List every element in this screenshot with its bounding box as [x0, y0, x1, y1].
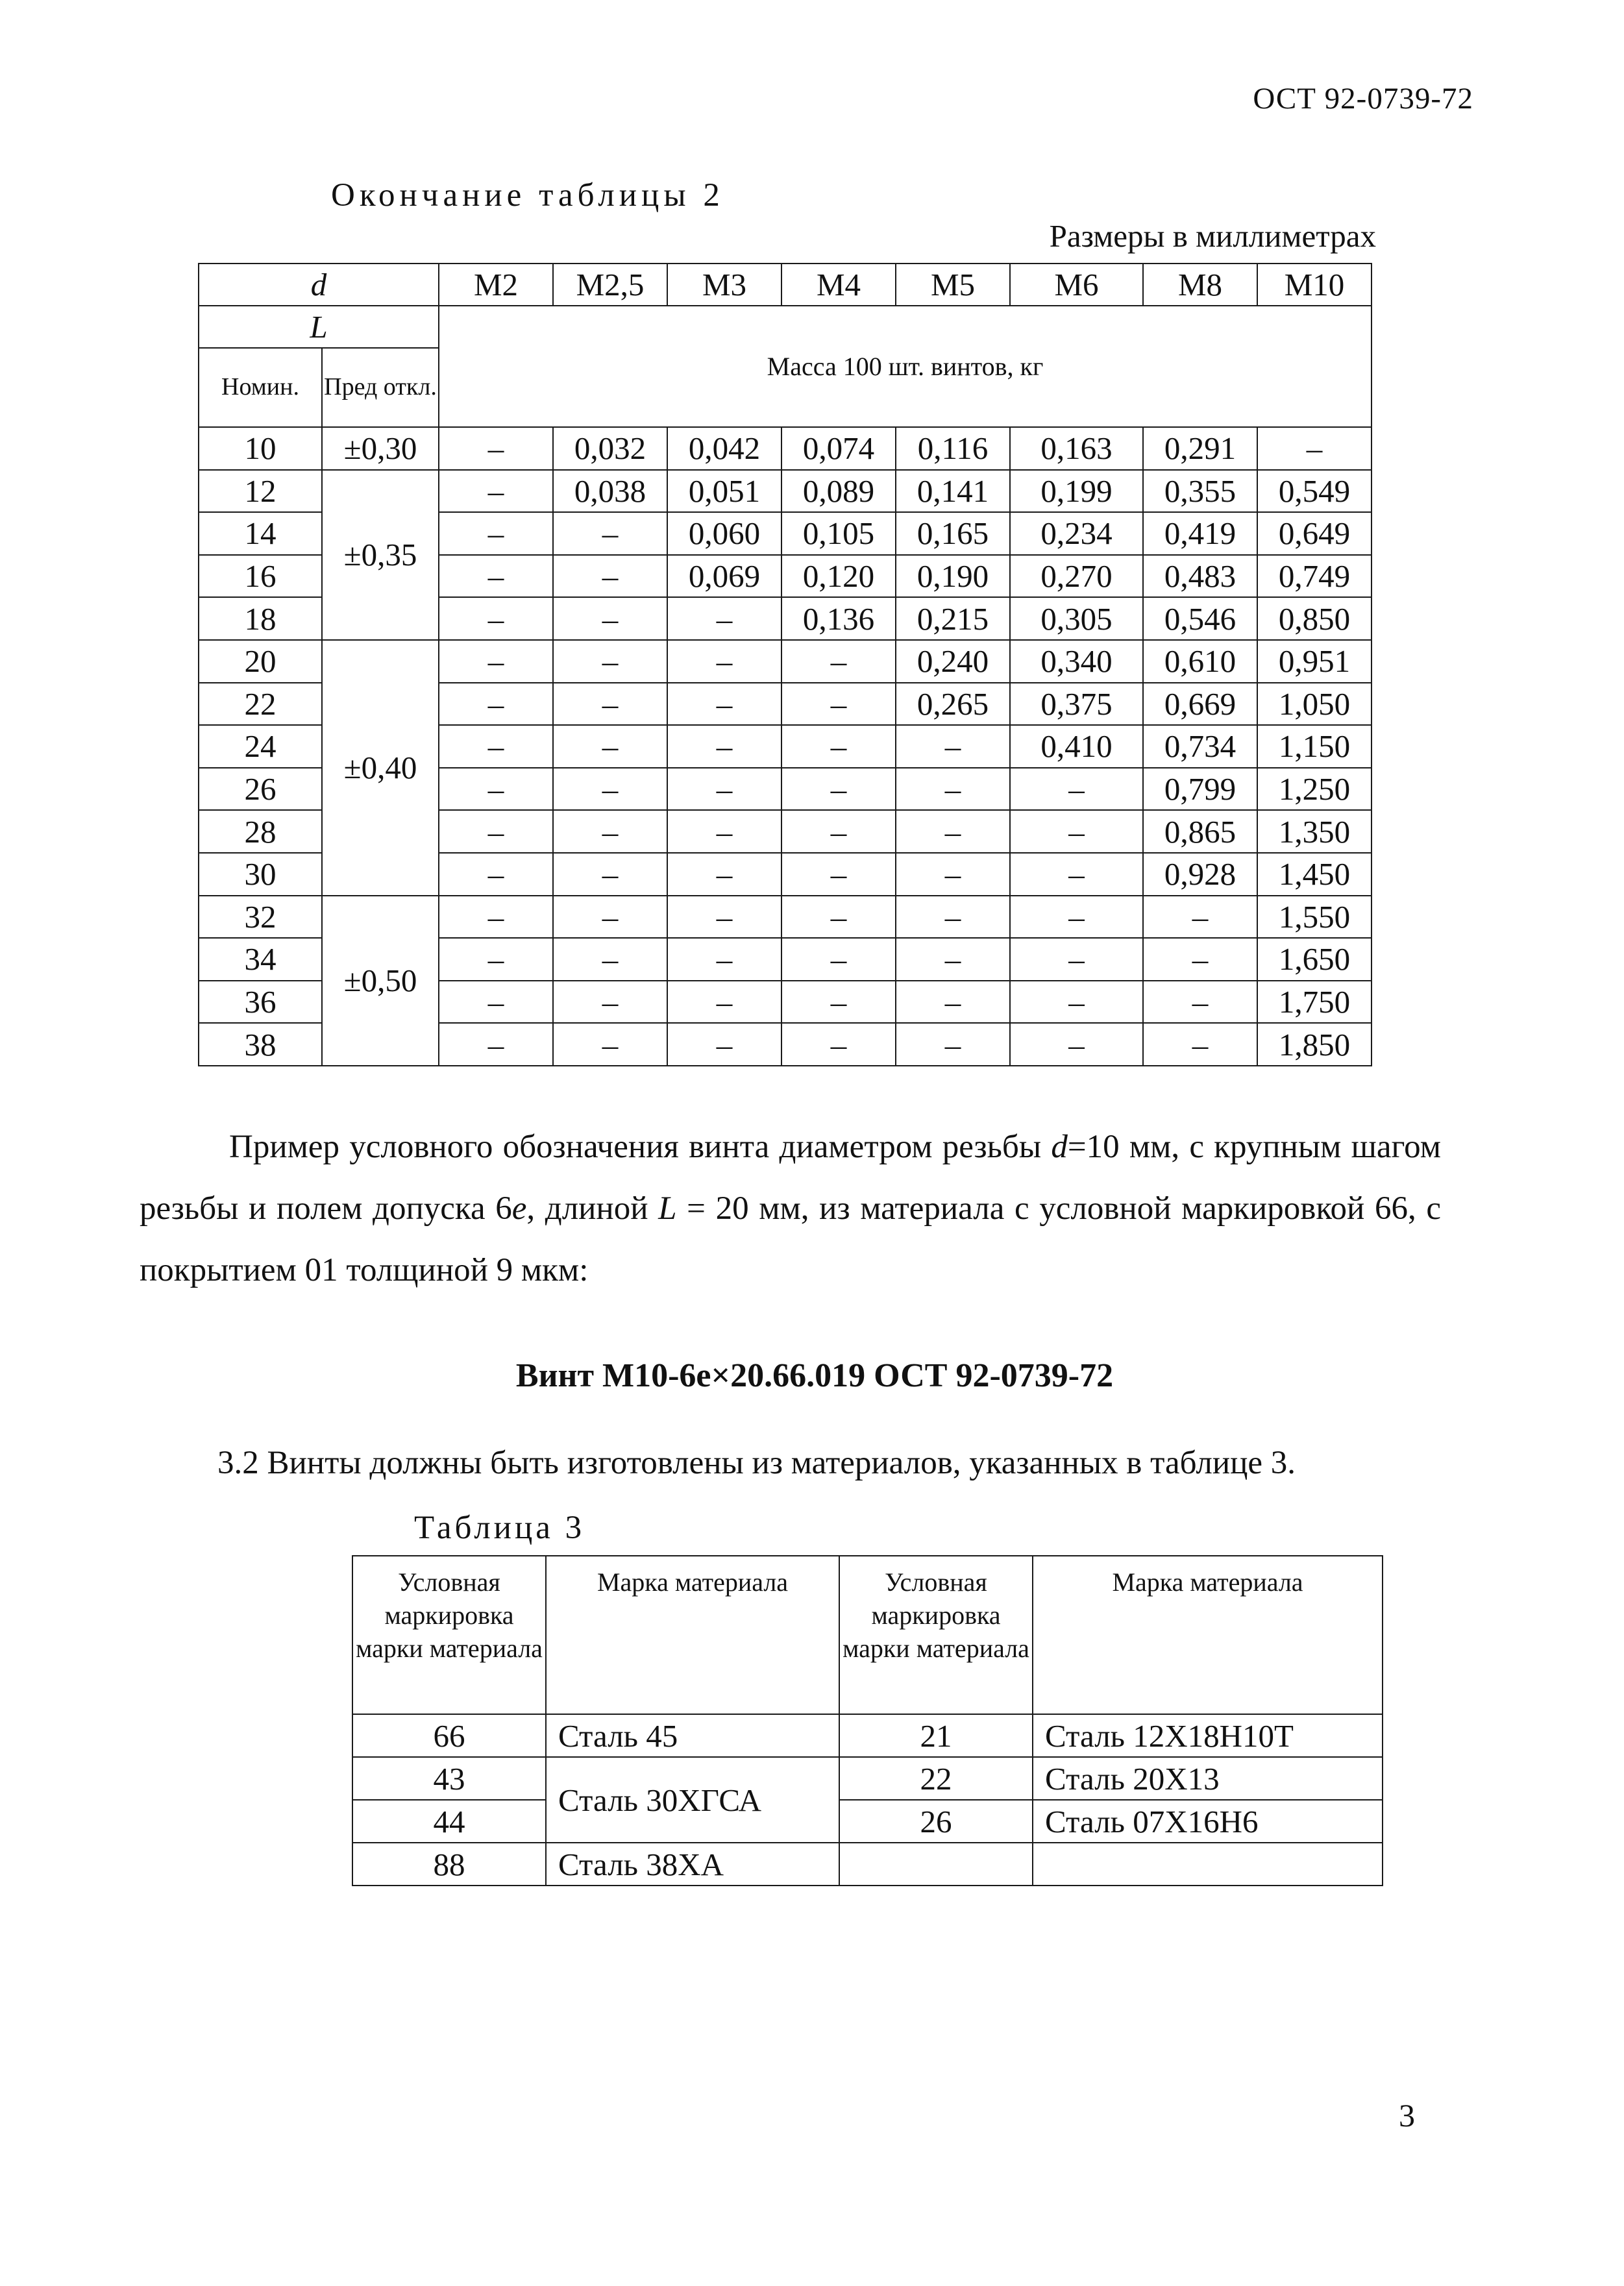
- deviation-cell: ±0,50: [322, 896, 439, 1066]
- mass-cell: –: [781, 683, 896, 726]
- paragraph-text: Пример условного обозначения винта диаметром резьбы: [229, 1129, 1052, 1165]
- material-code: 44: [352, 1800, 546, 1843]
- mass-cell: –: [667, 896, 781, 939]
- mass-cell: –: [439, 981, 553, 1024]
- mass-cell: 0,234: [1010, 512, 1143, 555]
- mass-cell: –: [896, 938, 1010, 981]
- material-code: 26: [839, 1800, 1033, 1843]
- mass-cell: –: [553, 683, 667, 726]
- mass-cell: 0,375: [1010, 683, 1143, 726]
- mass-cell: –: [1010, 1023, 1143, 1066]
- material-name: Сталь 45: [546, 1714, 839, 1757]
- mass-cell: –: [1010, 810, 1143, 853]
- col-header: Условная маркировка марки материала: [839, 1556, 1033, 1714]
- mass-cell: –: [553, 512, 667, 555]
- mass-cell: 0,032: [553, 427, 667, 470]
- mass-cell: –: [667, 1023, 781, 1066]
- mass-cell: –: [439, 853, 553, 896]
- paragraph-text: = 20 мм, из материала с условной маркировкой 66, с покрытием 01 толщиной 9 мкм:: [140, 1190, 1441, 1288]
- mass-cell: –: [1010, 896, 1143, 939]
- mass-cell: 0,105: [781, 512, 896, 555]
- mass-cell: –: [667, 853, 781, 896]
- mass-cell: –: [553, 896, 667, 939]
- mass-cell: 0,270: [1010, 555, 1143, 598]
- material-code: 43: [352, 1757, 546, 1800]
- table3-caption: Таблица 3: [414, 1510, 585, 1546]
- length-cell: 14: [199, 512, 322, 555]
- length-cell: 28: [199, 810, 322, 853]
- mass-cell: –: [553, 853, 667, 896]
- table-row: [199, 470, 1372, 513]
- mass-cell: –: [667, 683, 781, 726]
- mass-cell: 0,419: [1143, 512, 1257, 555]
- mass-cell: 0,051: [667, 470, 781, 513]
- mass-cell: 0,240: [896, 640, 1010, 683]
- mass-cell: –: [667, 768, 781, 811]
- materials-table: [352, 1555, 1383, 1886]
- material-code: 21: [839, 1714, 1033, 1757]
- mass-cell: –: [1143, 938, 1257, 981]
- length-cell: 22: [199, 683, 322, 726]
- length-cell: 38: [199, 1023, 322, 1066]
- mass-cell: –: [1010, 938, 1143, 981]
- mass-cell: –: [553, 1023, 667, 1066]
- mass-cell: –: [439, 896, 553, 939]
- material-name: Сталь 07Х16Н6: [1033, 1800, 1383, 1843]
- material-name: Сталь 38ХА: [546, 1843, 839, 1886]
- mass-cell: 0,120: [781, 555, 896, 598]
- mass-cell: –: [553, 725, 667, 768]
- table-row: [199, 427, 1372, 470]
- material-code: [839, 1843, 1033, 1886]
- mass-cell: –: [553, 981, 667, 1024]
- mass-cell: 0,165: [896, 512, 1010, 555]
- mass-cell: 1,450: [1257, 853, 1372, 896]
- mass-cell: 1,050: [1257, 683, 1372, 726]
- mass-cell: 0,141: [896, 470, 1010, 513]
- mass-cell: 0,305: [1010, 597, 1143, 640]
- mass-cell: 0,060: [667, 512, 781, 555]
- mass-cell: –: [896, 1023, 1010, 1066]
- mass-cell: –: [896, 853, 1010, 896]
- mass-cell: –: [1143, 896, 1257, 939]
- mass-cell: –: [1143, 981, 1257, 1024]
- section-3-2: 3.2 Винты должны быть изготовлены из материалов, указанных в таблице 3.: [217, 1445, 1296, 1481]
- mass-cell: –: [553, 640, 667, 683]
- mass-cell: –: [439, 768, 553, 811]
- mass-cell: 0,291: [1143, 427, 1257, 470]
- mass-cell: –: [781, 810, 896, 853]
- length-cell: 32: [199, 896, 322, 939]
- mass-cell: –: [1257, 427, 1372, 470]
- mass-cell: 0,549: [1257, 470, 1372, 513]
- mass-cell: –: [439, 555, 553, 598]
- col-header: Марка материала: [1033, 1556, 1383, 1714]
- units-note: Размеры в миллиметрах: [1049, 218, 1376, 254]
- paragraph-text: , длиной: [526, 1190, 659, 1227]
- mass-cell: –: [781, 938, 896, 981]
- mass-cell: –: [667, 640, 781, 683]
- col-header: Условная маркировка марки материала: [352, 1556, 546, 1714]
- mass-cell: –: [781, 981, 896, 1024]
- col-header: M5: [896, 264, 1010, 306]
- mass-cell: –: [781, 640, 896, 683]
- mass-cell: 0,799: [1143, 768, 1257, 811]
- col-header: M3: [667, 264, 781, 306]
- length-cell: 30: [199, 853, 322, 896]
- mass-cell: 0,610: [1143, 640, 1257, 683]
- mass-cell: –: [439, 640, 553, 683]
- L-header: L: [199, 306, 439, 348]
- mass-cell: –: [439, 512, 553, 555]
- mass-cell: 0,089: [781, 470, 896, 513]
- mass-cell: 0,038: [553, 470, 667, 513]
- mass-cell: 0,749: [1257, 555, 1372, 598]
- table-row: [352, 1757, 1383, 1800]
- mass-cell: –: [439, 1023, 553, 1066]
- mass-cell: 1,550: [1257, 896, 1372, 939]
- mass-header: Масса 100 шт. винтов, кг: [439, 306, 1372, 427]
- mass-cell: –: [439, 470, 553, 513]
- mass-cell: 0,355: [1143, 470, 1257, 513]
- mass-cell: 1,350: [1257, 810, 1372, 853]
- paragraph-text: =10 мм, с крупным шагом резьбы и полем допуска 6: [140, 1129, 1441, 1227]
- mass-cell: –: [553, 938, 667, 981]
- material-name: Сталь 20Х13: [1033, 1757, 1383, 1800]
- mass-cell: –: [896, 981, 1010, 1024]
- material-name: Сталь 12Х18Н10Т: [1033, 1714, 1383, 1757]
- mass-cell: –: [896, 725, 1010, 768]
- mass-cell: –: [439, 938, 553, 981]
- mass-cell: –: [781, 1023, 896, 1066]
- page-number: 3: [1399, 2097, 1415, 2133]
- length-cell: 16: [199, 555, 322, 598]
- d-symbol: d: [1051, 1129, 1068, 1165]
- table-row: [199, 640, 1372, 683]
- mass-cell: –: [553, 597, 667, 640]
- mass-cell: 1,850: [1257, 1023, 1372, 1066]
- mass-cell: 0,215: [896, 597, 1010, 640]
- mass-cell: –: [439, 683, 553, 726]
- material-code: 88: [352, 1843, 546, 1886]
- mass-cell: 1,150: [1257, 725, 1372, 768]
- material-name: Сталь 30ХГСА: [546, 1757, 839, 1843]
- mass-cell: –: [781, 853, 896, 896]
- mass-cell: –: [439, 427, 553, 470]
- mass-cell: –: [439, 597, 553, 640]
- mass-cell: 0,410: [1010, 725, 1143, 768]
- deviation-header: Пред откл.: [322, 348, 439, 427]
- mass-cell: –: [781, 896, 896, 939]
- mass-cell: 0,042: [667, 427, 781, 470]
- mass-cell: 0,951: [1257, 640, 1372, 683]
- mass-cell: 0,649: [1257, 512, 1372, 555]
- col-header: M8: [1143, 264, 1257, 306]
- col-header: M4: [781, 264, 896, 306]
- length-cell: 34: [199, 938, 322, 981]
- col-header: M2: [439, 264, 553, 306]
- mass-cell: 0,669: [1143, 683, 1257, 726]
- mass-cell: –: [553, 810, 667, 853]
- mass-cell: 1,750: [1257, 981, 1372, 1024]
- mass-cell: –: [781, 768, 896, 811]
- mass-cell: 0,734: [1143, 725, 1257, 768]
- example-paragraph: [140, 1116, 1441, 1301]
- material-code: 66: [352, 1714, 546, 1757]
- mass-cell: 0,850: [1257, 597, 1372, 640]
- mass-cell: –: [781, 725, 896, 768]
- mass-cell: 0,546: [1143, 597, 1257, 640]
- material-name: [1033, 1843, 1383, 1886]
- mass-cell: 0,340: [1010, 640, 1143, 683]
- mass-cell: 0,116: [896, 427, 1010, 470]
- deviation-cell: ±0,40: [322, 640, 439, 896]
- mass-cell: 1,650: [1257, 938, 1372, 981]
- mass-cell: –: [1010, 768, 1143, 811]
- length-cell: 20: [199, 640, 322, 683]
- col-header: Марка материала: [546, 1556, 839, 1714]
- length-cell: 10: [199, 427, 322, 470]
- mass-cell: –: [1143, 1023, 1257, 1066]
- col-header: M10: [1257, 264, 1372, 306]
- mass-cell: –: [667, 597, 781, 640]
- deviation-cell: ±0,30: [322, 427, 439, 470]
- mass-cell: –: [896, 768, 1010, 811]
- mass-cell: 1,250: [1257, 768, 1372, 811]
- mass-cell: –: [553, 555, 667, 598]
- table-row: [352, 1714, 1383, 1757]
- material-code: 22: [839, 1757, 1033, 1800]
- mass-cell: 0,928: [1143, 853, 1257, 896]
- table2-caption: Окончание таблицы 2: [331, 177, 724, 214]
- mass-cell: –: [439, 725, 553, 768]
- mass-cell: –: [896, 896, 1010, 939]
- nominal-header: Номин.: [199, 348, 322, 427]
- length-cell: 12: [199, 470, 322, 513]
- L-symbol: L: [658, 1190, 677, 1227]
- table-row: [352, 1843, 1383, 1886]
- length-cell: 26: [199, 768, 322, 811]
- table-row: [352, 1800, 1383, 1843]
- mass-cell: 0,483: [1143, 555, 1257, 598]
- mass-cell: 0,199: [1010, 470, 1143, 513]
- mass-cell: 0,865: [1143, 810, 1257, 853]
- length-cell: 36: [199, 981, 322, 1024]
- mass-cell: 0,136: [781, 597, 896, 640]
- mass-table: [198, 263, 1372, 1066]
- mass-cell: –: [667, 938, 781, 981]
- mass-cell: –: [439, 810, 553, 853]
- length-cell: 18: [199, 597, 322, 640]
- table-row: [199, 896, 1372, 939]
- col-header: M2,5: [553, 264, 667, 306]
- mass-cell: 0,074: [781, 427, 896, 470]
- mass-cell: 0,265: [896, 683, 1010, 726]
- mass-cell: –: [1010, 853, 1143, 896]
- length-cell: 24: [199, 725, 322, 768]
- designation-example: Винт М10-6е×20.66.019 ОСТ 92-0739-72: [515, 1357, 1114, 1394]
- mass-cell: –: [553, 768, 667, 811]
- e-symbol: e: [511, 1190, 527, 1227]
- mass-cell: –: [667, 725, 781, 768]
- deviation-cell: ±0,35: [322, 470, 439, 640]
- mass-cell: –: [667, 810, 781, 853]
- mass-cell: 0,163: [1010, 427, 1143, 470]
- mass-cell: 0,190: [896, 555, 1010, 598]
- mass-cell: –: [1010, 981, 1143, 1024]
- mass-cell: –: [667, 981, 781, 1024]
- col-header: M6: [1010, 264, 1143, 306]
- d-header: d: [199, 264, 439, 306]
- mass-cell: 0,069: [667, 555, 781, 598]
- document-code: ОСТ 92-0739-72: [1253, 82, 1473, 116]
- mass-cell: –: [896, 810, 1010, 853]
